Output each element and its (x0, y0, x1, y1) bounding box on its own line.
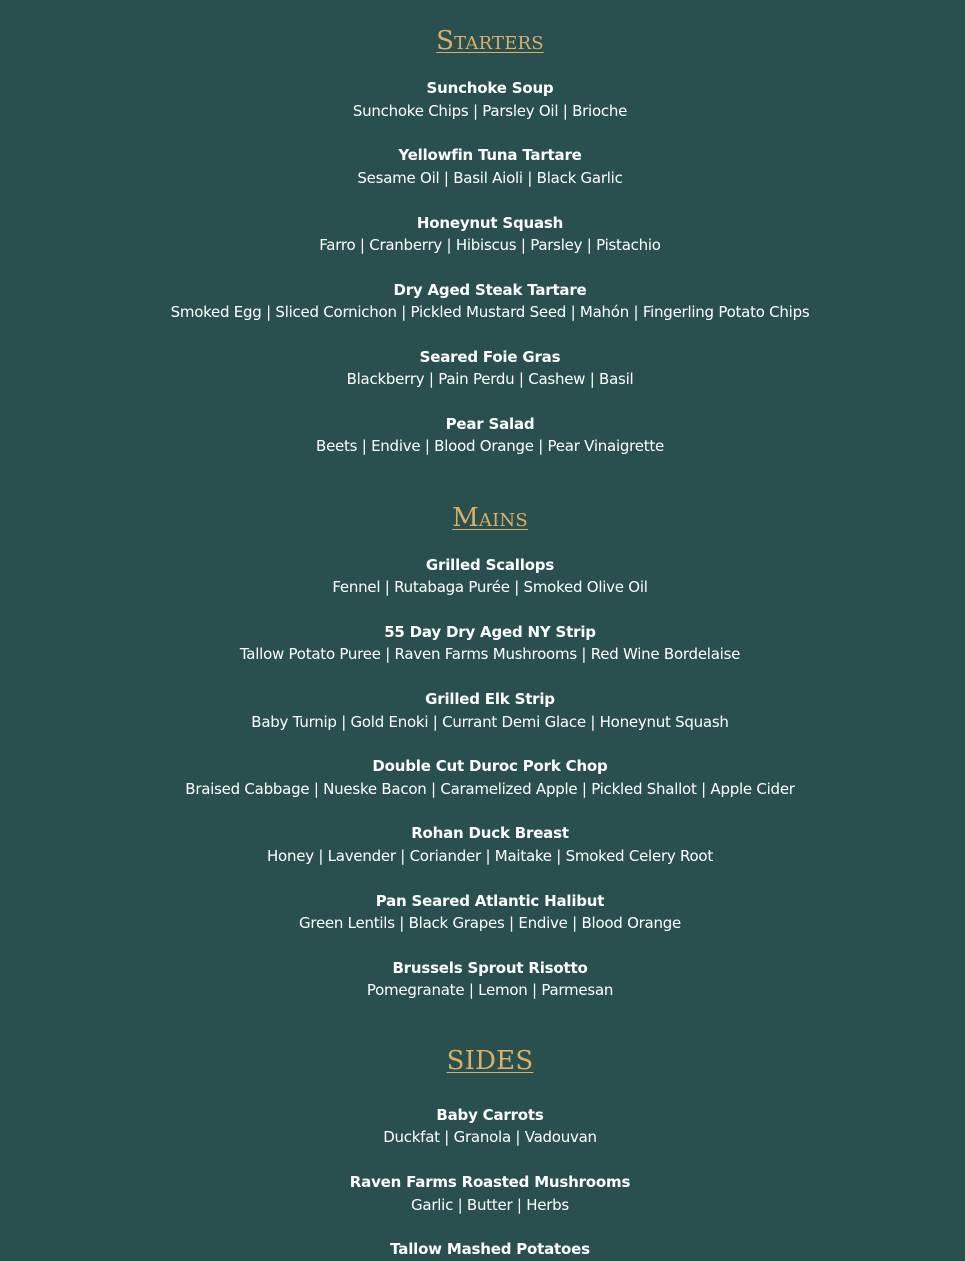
menu-item-name: Rohan Duck Breast (411, 824, 569, 842)
menu-item-name: Raven Farms Roasted Mushrooms (349, 1173, 631, 1191)
menu-item-name: Baby Carrots (436, 1106, 544, 1124)
menu-item-name: Sunchoke Soup (426, 79, 554, 97)
section-title-starters: Starters (436, 26, 544, 56)
menu-item-name: 55 Day Dry Aged NY Strip (384, 623, 596, 641)
menu-item-description: Braised Cabbage | Nueske Bacon | Caramelized Apple | Pickled Shallot | Apple Cider (185, 780, 795, 798)
menu-item-name: Double Cut Duroc Pork Chop (372, 757, 608, 775)
menu-item-description: Green Lentils | Black Grapes | Endive | Blood Orange (298, 914, 682, 932)
menu-item-name: Pan Seared Atlantic Halibut (375, 892, 605, 910)
menu-item-name: Yellowfin Tuna Tartare (398, 146, 582, 164)
menu-item-name: Grilled Elk Strip (425, 690, 555, 708)
menu-item-description: Blackberry | Pain Perdu | Cashew | Basil (346, 370, 634, 388)
menu-item-description: Smoked Egg | Sliced Cornichon | Pickled Mustard Seed | Mahón | Fingerling Potato Chips (170, 303, 810, 321)
menu-item-description: Tallow Potato Puree | Raven Farms Mushrooms | Red Wine Bordelaise (239, 645, 741, 663)
menu-item-description: Beets | Endive | Blood Orange | Pear Vinaigrette (316, 437, 664, 455)
menu-item-description: Sunchoke Chips | Parsley Oil | Brioche (352, 102, 628, 120)
menu-item-name: Pear Salad (445, 415, 535, 433)
menu-item-description: Farro | Cranberry | Hibiscus | Parsley | Pistachio (319, 236, 661, 254)
section-title-sides: SIDES (446, 1046, 534, 1076)
menu-item-description: Duckfat | Granola | Vadouvan (383, 1128, 597, 1146)
menu-item-description: Pomegranate | Lemon | Parmesan (366, 981, 614, 999)
menu-item-name: Seared Foie Gras (419, 348, 561, 366)
menu-item-name: Honeynut Squash (416, 214, 564, 232)
menu-item-description: Garlic | Butter | Herbs (411, 1196, 569, 1214)
menu-item-description: Honey | Lavender | Coriander | Maitake | Smoked Celery Root (267, 847, 713, 865)
menu-item-description: Baby Turnip | Gold Enoki | Currant Demi Glace | Honeynut Squash (251, 713, 729, 731)
menu-item-description: Sesame Oil | Basil Aioli | Black Garlic (357, 169, 623, 187)
menu-item-name: Grilled Scallops (425, 556, 555, 574)
menu-item-name: Brussels Sprout Risotto (392, 959, 588, 977)
section-title-mains: Mains (452, 503, 528, 533)
menu-item-name: Tallow Mashed Potatoes (390, 1240, 590, 1258)
menu-item-description: Fennel | Rutabaga Purée | Smoked Olive Oil (332, 578, 648, 596)
menu-item-name: Dry Aged Steak Tartare (393, 281, 587, 299)
